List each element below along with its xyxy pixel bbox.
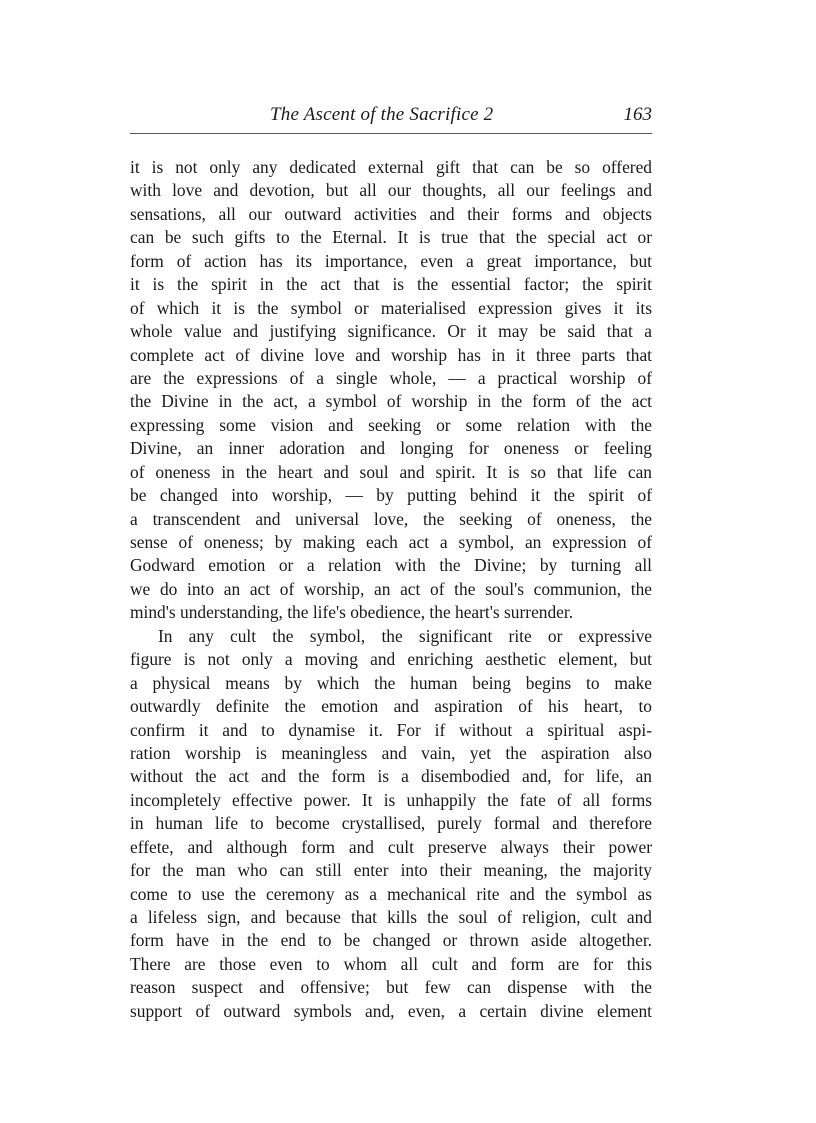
running-title: The Ascent of the Sacrifice 2 — [270, 104, 494, 125]
text-line: incompletely effective power. It is unhappily the fate of all forms — [130, 789, 652, 810]
text-line: form have in the end to be changed or thrown aside altogether. — [130, 930, 652, 951]
text-line: the Divine in the act, a symbol of worship in the form of the act — [130, 391, 652, 412]
text-line: effete, and although form and cult preserve always their power — [130, 836, 652, 857]
text-line: form of action has its importance, even a great importance, but — [130, 250, 652, 271]
text-line: it is not only any dedicated external gift that can be so offered — [130, 157, 652, 177]
body-text — [130, 156, 652, 1023]
text-line: in human life to become crystallised, purely formal and therefore — [130, 813, 652, 834]
text-line: can be such gifts to the Eternal. It is true that the special act or — [130, 227, 652, 248]
running-head — [130, 104, 652, 130]
text-line: a physical means by which the human being begins to make — [130, 672, 652, 693]
text-line: support of outward symbols and, even, a certain divine element — [130, 1000, 652, 1021]
text-line: figure is not only a moving and enriching aesthetic element, but — [130, 649, 652, 670]
text-line: reason suspect and offensive; but few can dispense with the — [130, 977, 652, 998]
text-line: There are those even to whom all cult and form are for this — [130, 953, 652, 974]
text-line: be changed into worship, — by putting behind it the spirit of — [130, 485, 652, 506]
paragraph-first-line: In any cult the symbol, the significant rite or expressive — [158, 625, 652, 646]
page-number: 163 — [623, 104, 652, 125]
text-line: confirm it and to dynamise it. For if without a spiritual aspi- — [130, 719, 652, 740]
text-line: without the act and the form is a disembodied and, for life, an — [130, 766, 652, 787]
text-line: of which it is the symbol or materialised expression gives it its — [130, 297, 652, 318]
text-line: outwardly definite the emotion and aspiration of his heart, to — [130, 696, 652, 717]
text-line: Divine, an inner adoration and longing for oneness or feeling — [130, 438, 652, 459]
text-line: ration worship is meaningless and vain, yet the aspiration also — [130, 742, 652, 763]
text-line: whole value and justifying significance. Or it may be said that a — [130, 321, 652, 342]
text-line: a lifeless sign, and because that kills the soul of religion, cult and — [130, 907, 652, 927]
text-line: Godward emotion or a relation with the Divine; by turning all — [130, 555, 652, 576]
text-line: sense of oneness; by making each act a symbol, an expression of — [130, 532, 652, 552]
header-rule — [130, 133, 652, 134]
text-line: are the expressions of a single whole, — a practical worship of — [130, 367, 652, 388]
text-line: it is the spirit in the act that is the essential factor; the spirit — [130, 274, 652, 295]
text-line: complete act of divine love and worship has in it three parts that — [130, 344, 652, 365]
text-line: sensations, all our outward activities and their forms and objects — [130, 203, 652, 224]
text-line: of oneness in the heart and soul and spirit. It is so that life can — [130, 461, 652, 482]
paragraph-last-line: mind's understanding, the life's obedience, the heart's surrender. — [130, 602, 574, 623]
text-line: with love and devotion, but all our thoughts, all our feelings and — [130, 180, 652, 201]
text-line: a transcendent and universal love, the seeking of oneness, the — [130, 508, 652, 529]
text-line: we do into an act of worship, an act of the soul's communion, the — [130, 578, 652, 599]
text-line: come to use the ceremony as a mechanical rite and the symbol as — [130, 883, 652, 904]
text-line: expressing some vision and seeking or some relation with the — [130, 414, 652, 435]
text-line: for the man who can still enter into their meaning, the majority — [130, 860, 652, 881]
